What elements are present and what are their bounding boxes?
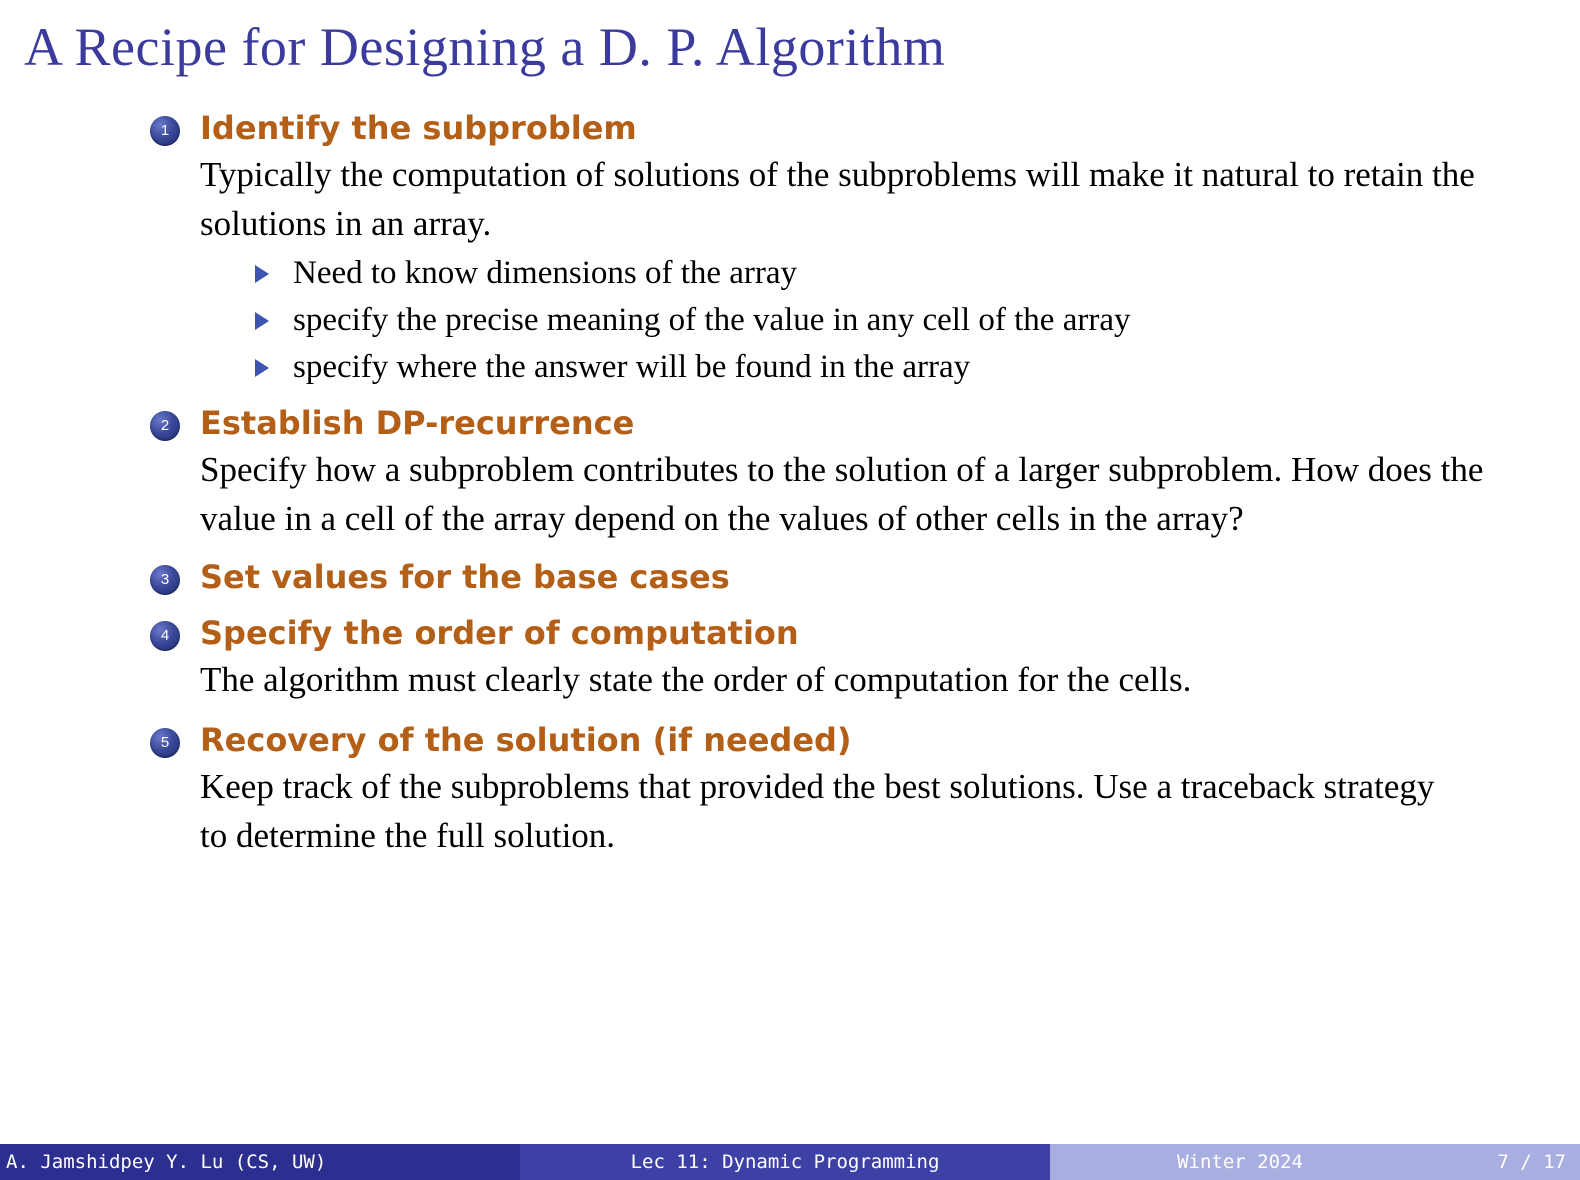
item-number-badge: 2 (150, 411, 180, 441)
slide-content (140, 108, 1540, 866)
item-body: Typically the computation of solutions of the subproblems will make it natural to retain the solutions in an array. (200, 155, 1475, 243)
list-item (140, 108, 1540, 391)
item-number-badge: 1 (150, 116, 180, 146)
item-heading: Identify the subproblem (200, 109, 637, 147)
item-heading: Establish DP-recurrence (200, 403, 635, 442)
footer-lecture-title: Lec 11: Dynamic Programming (520, 1144, 1050, 1180)
item-body: Specify how a subproblem contributes to the solution of a larger subproblem. How does the value in a cell of the array depend on the values of other cells in the array? (200, 449, 1484, 538)
list-item (140, 720, 1540, 860)
sub-list-item (245, 344, 1503, 390)
sub-list-item (245, 297, 1503, 343)
item-body: The algorithm must clearly state the order of computation for the cells. (200, 659, 1192, 699)
list-item (140, 613, 1540, 704)
sub-list-item-label: specify where the answer will be found in the array (293, 349, 971, 386)
sub-list-item-label: Need to know dimensions of the array (293, 255, 798, 291)
item-number-badge: 4 (150, 621, 180, 651)
item-heading: Recovery of the solution (if needed) (200, 720, 852, 759)
item-number-badge: 5 (150, 728, 180, 758)
sub-list (245, 250, 1540, 391)
footer-date: Winter 2024 (1050, 1144, 1430, 1180)
footer-author: A. Jamshidpey Y. Lu (CS, UW) (0, 1144, 520, 1180)
list-item (140, 557, 1540, 597)
item-heading: Set values for the base cases (200, 557, 730, 596)
list-item (140, 403, 1540, 543)
triangle-bullet-icon (255, 359, 269, 377)
footer-page-number: 7 / 17 (1430, 1144, 1580, 1180)
triangle-bullet-icon (255, 265, 269, 283)
item-number-badge: 3 (150, 565, 180, 595)
slide-footer (0, 1144, 1580, 1180)
item-body: Keep track of the subproblems that provided the best solutions. Use a traceback strategy to determine the full solution. (200, 766, 1435, 855)
item-heading: Specify the order of computation (200, 613, 799, 652)
triangle-bullet-icon (255, 312, 269, 330)
sub-list-item-label: specify the precise meaning of the value in any cell of the array (293, 302, 1131, 339)
sub-list-item (245, 250, 1503, 296)
page-title: A Recipe for Designing a D. P. Algorithm (24, 17, 946, 77)
